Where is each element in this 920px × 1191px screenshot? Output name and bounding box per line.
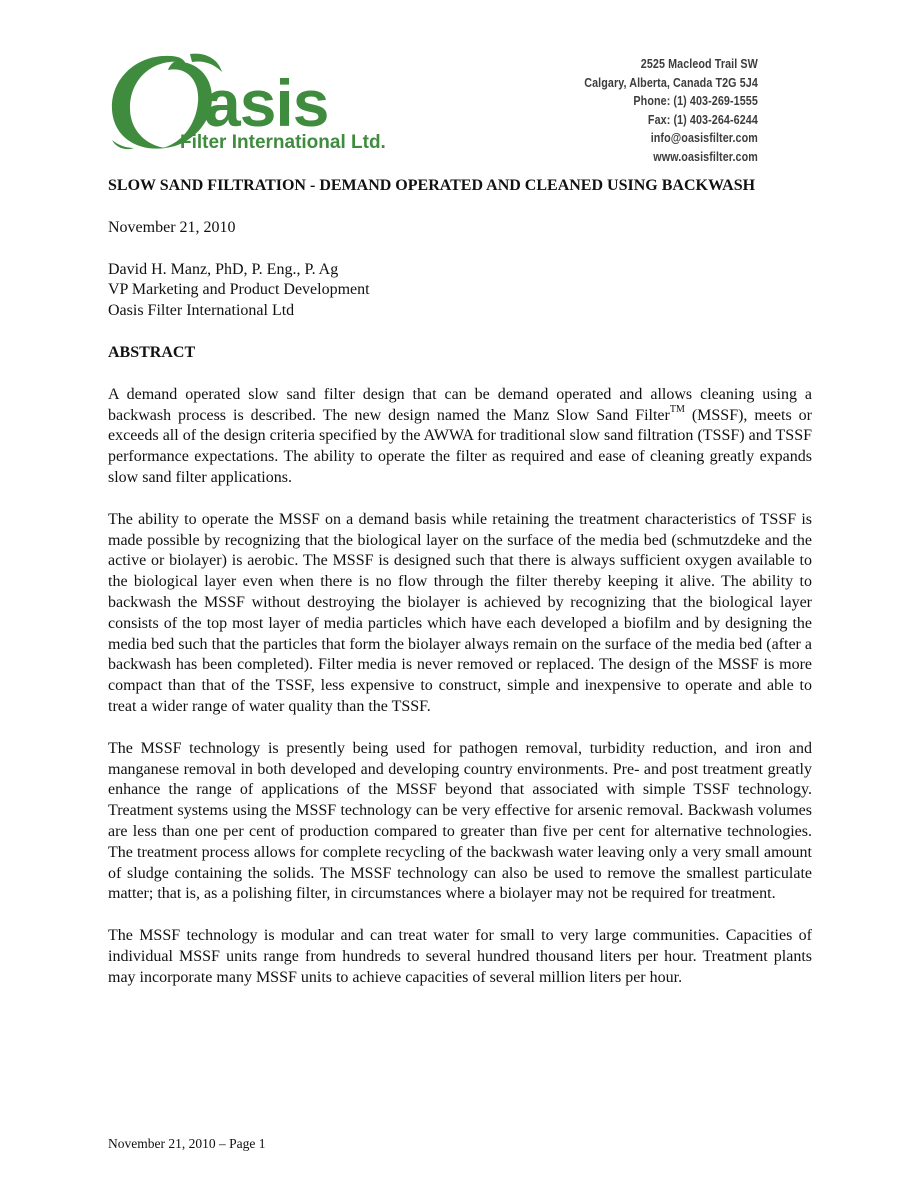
website-url[interactable]: www.oasisfilter.com xyxy=(653,149,758,164)
phone-number: Phone: (1) 403-269-1555 xyxy=(633,94,758,109)
oasis-logo-icon xyxy=(108,52,438,152)
document-title: SLOW SAND FILTRATION - DEMAND OPERATED AND CLEANED USING BACKWASH xyxy=(108,177,756,194)
logo-wordmark: asis xyxy=(204,66,329,140)
author-role: VP Marketing and Product Development xyxy=(108,281,370,299)
author-block xyxy=(108,260,812,322)
document-date: November 21, 2010 xyxy=(108,218,236,236)
document-body xyxy=(108,176,812,989)
address-line-1: 2525 Macleod Trail SW xyxy=(640,57,758,71)
page-footer: November 21, 2010 – Page 1 xyxy=(108,1136,266,1151)
author-organization: Oasis Filter International Ltd xyxy=(108,302,295,320)
abstract-paragraph-1 xyxy=(108,385,812,489)
abstract-paragraph-4: The MSSF technology is modular and can treat water for small to very large communities. Capacities of individual MSSF units range from hundreds to several hundred thousand liters per hour. Treatment plants may incorporate many MSSF units to achieve capacities of several million liters per hour. xyxy=(108,927,812,986)
author-name: David H. Manz, PhD, P. Eng., P. Ag xyxy=(108,260,339,278)
trademark-symbol: TM xyxy=(669,404,685,416)
paragraph-1-text-a: A demand operated slow sand filter design that can be demand operated and allows cleaning using a backwash process is described. The new design named the Manz Slow Sand Filter xyxy=(108,385,812,424)
email-address[interactable]: info@oasisfilter.com xyxy=(650,131,758,146)
address-line-2: Calgary, Alberta, Canada T2G 5J4 xyxy=(584,75,758,90)
abstract-paragraph-2: The ability to operate the MSSF on a demand basis while retaining the treatment characteristics of TSSF is made possible by recognizing that the biological layer on the surface of the media bed (schmutzdeke and the active or biolayer) is aerobic. The MSSF is designed such that there is always sufficient oxygen available to the biological layer even when there is no flow through the filter thereby keeping it alive. The ability to backwash the MSSF without destroying the biolayer is achieved by recognizing that the biological layer consists of the top most layer of media particles which have each developed a biofilm and by designing the media bed such that the particles that form the biolayer always remain on the surface of the media bed (after a backwash has been completed). Filter media is never removed or replaced. The design of the MSSF is more compact than that of the TSSF, less expensive to construct, simple and inexpensive to operate and able to treat a wider range of water quality than the TSSF. xyxy=(108,510,812,715)
logo-subtitle: Filter International Ltd. xyxy=(180,132,386,152)
paragraph-1-text-b: (MSSF), meets or exceeds all of the design criteria specified by the AWWA for traditional slow sand filtration (TSSF) and TSSF performance expectations. The ability to operate the filter as required and ease of cleaning greatly expands slow sand filter applications. xyxy=(108,406,813,486)
contact-block xyxy=(584,55,758,167)
company-logo xyxy=(108,52,438,152)
abstract-paragraph-3: The MSSF technology is presently being used for pathogen removal, turbidity reduction, and iron and manganese removal in both developed and developing country environments. Pre- and post treatment greatly enhance the range of applications of the MSSF beyond that associated with simple TSSF technology. Treatment systems using the MSSF technology can be very effective for arsenic removal. Backwash volumes are less than one per cent of production compared to greater than five per cent for alternative technologies. The treatment process allows for complete recycling of the backwash water leaving only a very small amount of sludge containing the solids. The MSSF technology can also be used to remove the smallest particulate matter; that is, as a polishing filter, in circumstances where a biolayer may not be required for treatment. xyxy=(108,739,812,903)
abstract-heading: ABSTRACT xyxy=(108,343,196,361)
fax-number: Fax: (1) 403-264-6244 xyxy=(648,112,758,127)
